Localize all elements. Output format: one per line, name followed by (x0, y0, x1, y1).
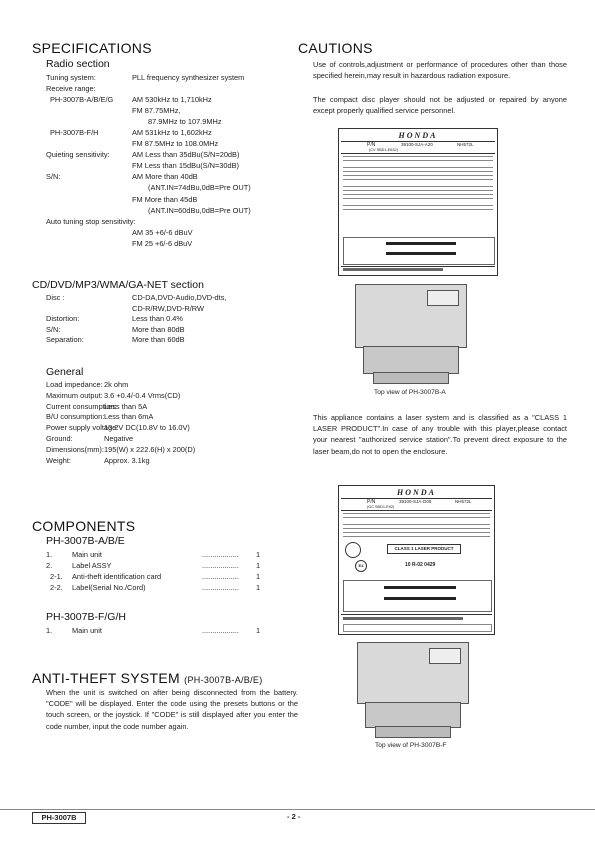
component-number: 1. (46, 626, 53, 635)
color-code: NH572L (455, 499, 472, 504)
divider (341, 266, 495, 267)
divider (341, 510, 492, 511)
cautions-paragraph-2: The compact disc player should not be adjusted or repaired by anyone except properly qualified service personnel. (313, 95, 567, 116)
unit-drawing-f (357, 642, 475, 738)
spec-row (46, 292, 286, 303)
spec-label: PH-3007B-A/B/E/G (50, 95, 114, 105)
component-dots: .................. (202, 583, 239, 592)
spec-value: AM Less than 35dBu(S/N=20dB) (132, 150, 240, 160)
spec-value: FM 25 +6/-6 dBuV (132, 238, 193, 248)
unit-drawing-a (355, 284, 473, 384)
spec-row (46, 127, 286, 138)
spec-value: Approx. 3.1kg (104, 455, 150, 465)
specifications-heading: SPECIFICATIONS (32, 40, 152, 56)
spec-value: (ANT.IN=74dBu,0dB=Pre OUT) (148, 183, 251, 193)
pn-value: 39100-SJA-G00 (399, 499, 432, 504)
spec-value: CD-DA,DVD-Audio,DVD-dts, (132, 293, 227, 302)
radio-section-title: Radio section (46, 58, 110, 70)
spec-value: CD-R/RW,DVD-R/RW (132, 303, 204, 313)
spec-value: Less than 0.4% (132, 314, 183, 324)
spec-row (46, 313, 286, 324)
components-list-2 (46, 625, 286, 636)
spec-value: More than 80dB (132, 324, 185, 334)
spec-value: More than 60dB (132, 335, 185, 345)
components-group-title-1: PH-3007B-A/B/E (46, 535, 125, 547)
honda-logo: HONDA (397, 488, 436, 497)
label-fine-print (343, 156, 493, 213)
pn-label: P/N (367, 142, 376, 148)
spec-row (46, 205, 286, 216)
radio-spec-list (46, 72, 286, 249)
cautions-paragraph-3: This appliance contains a laser system and is classified as a "CLASS 1 LASER PRODUCT".In case of any trouble with this player,please contact your nearest "authorized service station".To prevent direct exposure to the laser beam,do not to open the enclosure. (313, 413, 567, 456)
spec-label: Power supply voltage: (46, 423, 119, 433)
spec-row (46, 303, 286, 314)
spec-label: Auto tuning stop sensitivity: (46, 216, 136, 226)
sub-code: (CV SBD1-E632) (369, 148, 398, 152)
e-mark-circle: E4 (355, 560, 367, 572)
spec-label: Tuning system: (46, 73, 96, 82)
spec-row (46, 422, 296, 433)
spec-row (46, 138, 286, 149)
spec-row (46, 324, 286, 335)
components-list-1 (46, 549, 286, 593)
component-name: Label(Serial No./Cord) (72, 583, 146, 592)
footer-rule (0, 809, 595, 810)
component-dots: .................. (202, 626, 239, 635)
spec-value: AM 531kHz to 1,602kHz (132, 128, 212, 138)
spec-value: AM 35 +6/-6 dBuV (132, 227, 193, 237)
caption-label-f: Top view of PH-3007B-F (375, 742, 447, 749)
spec-label: Separation: (46, 335, 84, 345)
label-f (338, 485, 495, 635)
component-dots: .................. (202, 572, 239, 581)
spec-label: Current consumption: (46, 401, 117, 411)
spec-value: AM More than 40dB (132, 172, 198, 182)
component-dots: .................. (202, 550, 239, 559)
component-dots: .................. (202, 561, 239, 570)
barcode-area (343, 237, 495, 265)
spec-row (46, 194, 286, 205)
spec-value: (ANT.IN=60dBu,0dB=Pre OUT) (148, 205, 251, 215)
component-number: 1. (46, 550, 53, 559)
spec-row (46, 216, 286, 227)
spec-row (46, 83, 286, 94)
component-name: Main unit (72, 550, 102, 559)
component-number: 2. (46, 561, 53, 570)
spec-value: Negative (104, 433, 134, 443)
cautions-heading: CAUTIONS (298, 40, 373, 56)
label-fine-print (343, 513, 490, 540)
spec-label: S/N: (46, 324, 61, 334)
divider (341, 614, 492, 615)
spec-value: FM 87.5MHz to 108.0MHz (132, 139, 219, 149)
divider (341, 153, 495, 154)
anti-theft-heading (32, 670, 263, 686)
spec-row (46, 334, 286, 345)
spec-label: PH-3007B-F/H (50, 128, 99, 138)
e-mark-number: 10 R-02 0429 (405, 562, 436, 568)
spec-label: B/U consumption: (46, 412, 105, 422)
honda-logo: HONDA (398, 131, 438, 140)
components-heading: COMPONENTS (32, 518, 136, 534)
anti-theft-heading-sub: (PH-3007B-A/B/E) (184, 675, 263, 685)
spec-label: Dimensions(mm): (46, 444, 104, 454)
cd-section-title: CD/DVD/MP3/WMA/GA-NET section (32, 279, 204, 291)
component-quantity: 1 (256, 583, 261, 592)
component-name: Label ASSY (72, 561, 112, 570)
component-row (46, 571, 286, 582)
general-spec-list (46, 379, 296, 465)
spec-label: Quieting sensitivity: (46, 150, 110, 160)
component-quantity: 1 (256, 572, 261, 581)
label-a (338, 128, 498, 276)
certification-seal-icon (345, 542, 361, 558)
spec-value: FM More than 45dB (132, 194, 198, 204)
caption-label-a: Top view of PH-3007B-A (374, 389, 446, 396)
spec-row (46, 238, 286, 249)
spec-row (46, 171, 286, 182)
spec-row (46, 149, 286, 160)
spec-row (46, 105, 286, 116)
cautions-paragraph-1: Use of controls,adjustment or performance of procedures other than those specified herein,may result in hazardous radiation exposure. (313, 60, 567, 81)
spec-label: S/N: (46, 172, 61, 182)
page-number: - 2 - (287, 812, 301, 821)
spec-row (46, 455, 296, 466)
spec-value: 2k ohm (104, 380, 129, 389)
component-row (46, 549, 286, 560)
component-quantity: 1 (256, 550, 261, 559)
spec-value: 13.2V DC(10.8V to 16.0V) (104, 423, 190, 433)
spec-value: AM 530kHz to 1,710kHz (132, 95, 212, 105)
color-code: NH572L (457, 142, 474, 147)
anti-theft-heading-main: ANTI-THEFT SYSTEM (32, 670, 180, 686)
component-number: 2-1. (50, 572, 63, 581)
component-row (46, 625, 286, 636)
spec-row (46, 160, 286, 171)
spec-value: Less than 5A (104, 401, 148, 411)
sub-code: (GC SBD1-E92) (367, 505, 395, 509)
components-group-title-2: PH-3007B-F/G/H (46, 611, 126, 623)
spec-value: Less than 6mA (104, 412, 154, 422)
spec-label: Ground: (46, 433, 73, 443)
pn-label: P/N (367, 499, 376, 505)
warning-line (343, 617, 463, 620)
spec-value: PLL frequency synthesizer system (132, 73, 245, 82)
spec-row (46, 390, 296, 401)
spec-row (46, 116, 286, 127)
spec-label: Receive range: (46, 84, 96, 94)
spec-row (46, 401, 296, 412)
spec-label: Distortion: (46, 314, 80, 324)
spec-value: FM Less than 15dBu(S/N=30dB) (132, 161, 240, 171)
warning-line (343, 268, 443, 271)
component-quantity: 1 (256, 626, 261, 635)
spec-row (46, 433, 296, 444)
footer-model-box: PH-3007B (32, 812, 86, 824)
spec-value: 195(W) x 222.6(H) x 200(D) (104, 444, 196, 454)
spec-label: Maximum output: (46, 390, 103, 400)
component-number: 2-2. (50, 583, 63, 592)
spec-label: Weight: (46, 455, 71, 465)
spec-row (46, 411, 296, 422)
spec-value: 87.9MHz to 107.9MHz (148, 117, 222, 127)
component-name: Anti-theft identification card (72, 572, 162, 581)
spec-row (46, 379, 296, 390)
spec-label: Load impedance: (46, 380, 103, 389)
serial-box (343, 624, 492, 632)
component-name: Main unit (72, 626, 102, 635)
spec-value: 3.6 +0.4/-0.4 Vrms(CD) (104, 390, 181, 400)
component-row (46, 560, 286, 571)
component-quantity: 1 (256, 561, 261, 570)
general-section-title: General (46, 366, 84, 378)
spec-row (46, 94, 286, 105)
spec-row (46, 182, 286, 193)
spec-row (46, 72, 286, 83)
spec-label: Disc : (46, 293, 65, 302)
laser-class-box: CLASS 1 LASER PRODUCT (387, 544, 461, 554)
anti-theft-body: When the unit is switched on after being disconnected from the battery. "CODE" will be displayed. Enter the code using the presets buttons or the touch screen, or the joystick. If "CODE" is still displayed after you enter the code number, input the code number again. (46, 688, 298, 731)
pn-value: 39100-SJA-A20 (401, 142, 433, 147)
spec-row (46, 227, 286, 238)
spec-row (46, 444, 296, 455)
component-row (46, 582, 286, 593)
cd-spec-list (46, 292, 286, 345)
barcode-area (343, 580, 492, 612)
spec-value: FM 87.75MHz, (132, 106, 181, 116)
